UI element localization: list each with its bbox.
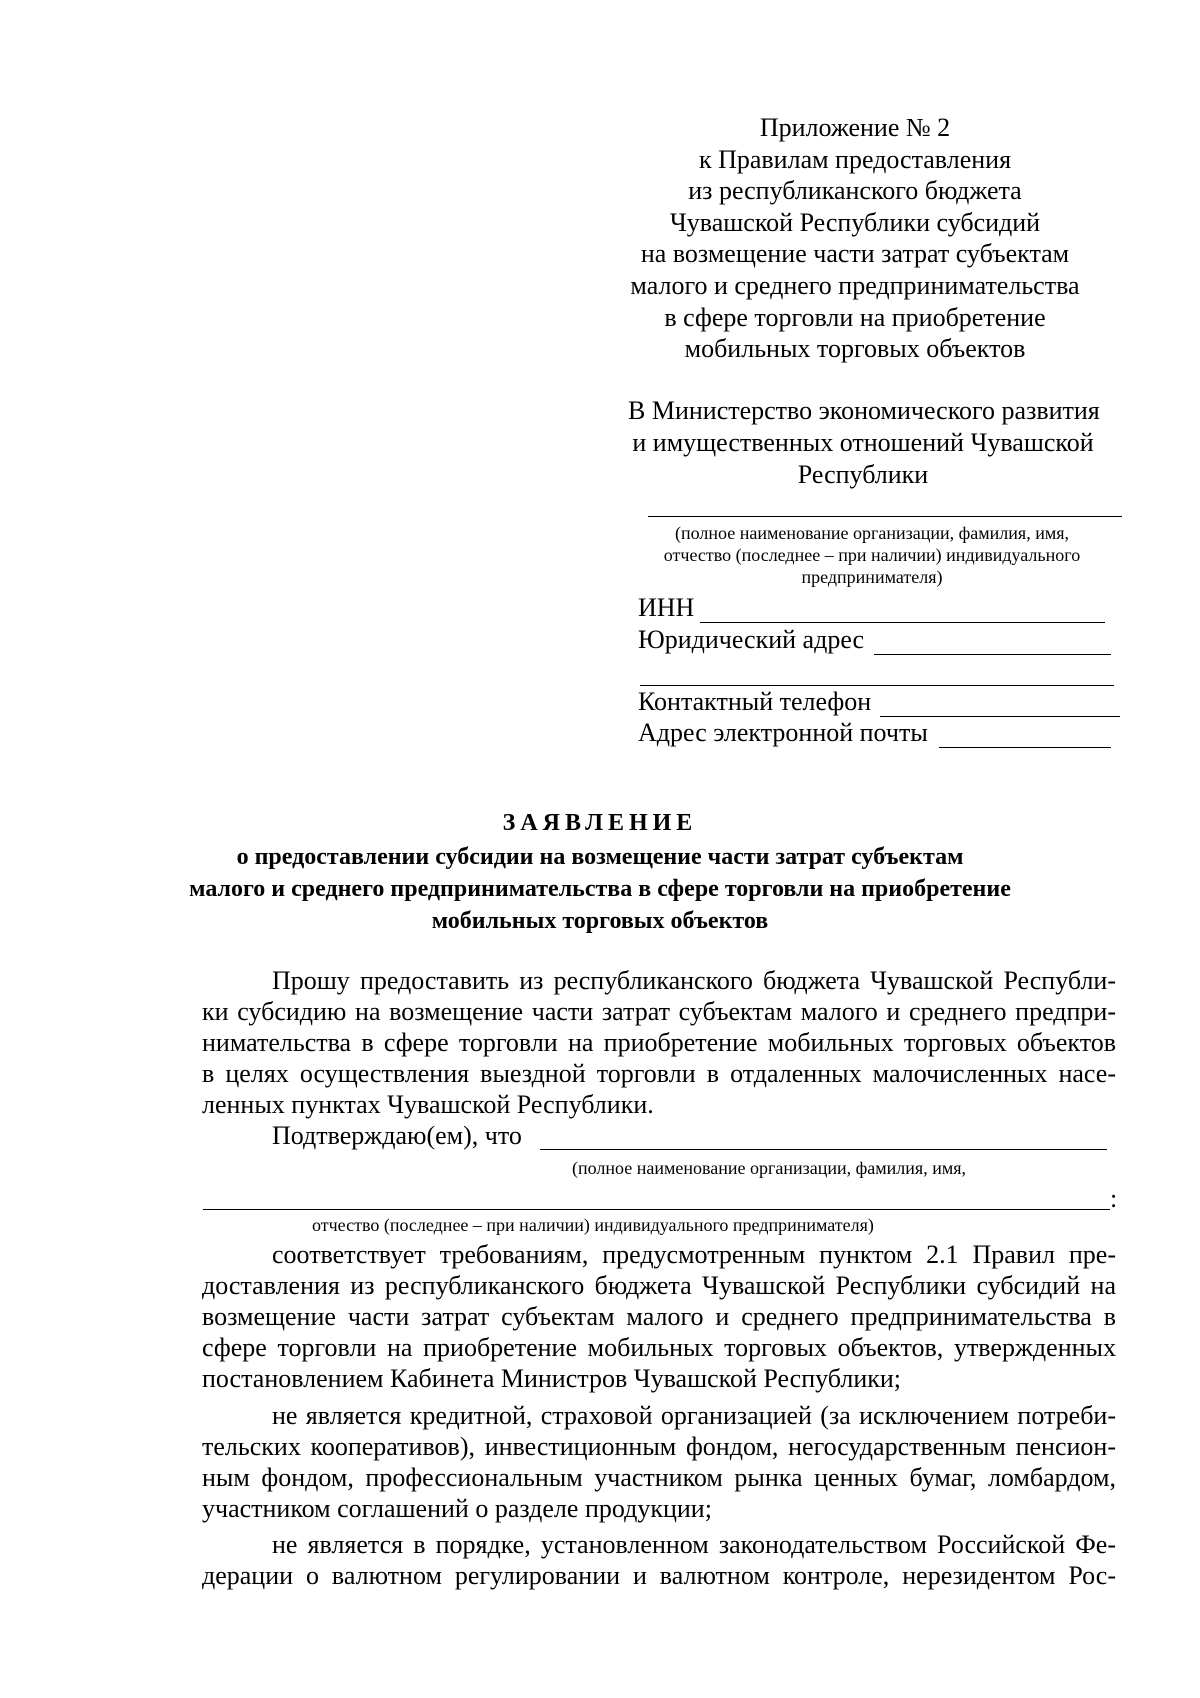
not-credit-paragraph-line: ным фондом, профессиональным участником рынка ценных бумаг, ломбардом,	[202, 1463, 1116, 1492]
addressee-line: Республики	[797, 460, 929, 489]
caption-line: (полное наименование организации, фамилия, имя,	[675, 523, 1069, 543]
request-paragraph-line: Прошу предоставить из республиканского бюджета Чувашской Республи-	[272, 966, 1116, 995]
requirements-paragraph-line: возмещение части затрат субъектам малого и среднего предпринимательства в	[202, 1302, 1116, 1331]
request-paragraph-line: нимательства в сфере торговли на приобретение мобильных торговых объектов	[202, 1028, 1116, 1057]
not-credit-paragraph-line: не является кредитной, страховой организацией (за исключением потреби-	[272, 1401, 1116, 1430]
appendix-line: на возмещение части затрат субъектам	[640, 239, 1070, 269]
appendix-line: в сфере торговли на приобретение	[664, 302, 1046, 332]
addressee-line: и имущественных отношений Чувашской	[632, 428, 1094, 457]
requirements-paragraph-line: соответствует требованиям, предусмотренным пунктом 2.1 Правил пре-	[272, 1240, 1116, 1269]
requirements-paragraph-line: сфере торговли на приобретение мобильных торговых объектов, утвержденных	[202, 1333, 1116, 1362]
inn-label: ИНН	[638, 593, 695, 622]
inn-fill-line[interactable]	[700, 622, 1105, 623]
subtitle-line: о предоставлении субсидии на возмещение части затрат субъектам	[236, 844, 964, 870]
document-title: ЗАЯВЛЕНИЕ	[502, 810, 698, 836]
confirm-caption-1: (полное наименование организации, фамилия, имя,	[572, 1158, 966, 1178]
not-resident-paragraph-line: дерации о валютном регулировании и валютном контроле, нерезидентом Рос-	[202, 1561, 1116, 1590]
applicant-name-caption	[632, 522, 1112, 588]
subtitle-line: малого и среднего предпринимательства в сфере торговли на приобретение	[189, 876, 1011, 902]
caption-line: предпринимателя)	[801, 567, 943, 587]
subtitle-line: мобильных торговых объектов	[431, 908, 769, 934]
not-credit-paragraph-line: тельских кооперативов), инвестиционным фондом, негосударственным пенсион-	[202, 1432, 1116, 1461]
request-paragraph-line: ленных пунктах Чувашской Республики.	[202, 1090, 654, 1119]
document-subtitle	[0, 841, 1200, 937]
confirm-name-fill-line-2[interactable]	[203, 1209, 1110, 1210]
appendix-line: к Правилам предоставления	[698, 144, 1012, 174]
caption-line: отчество (последнее – при наличии) индивидуального	[663, 545, 1081, 565]
appendix-line: из республиканского бюджета	[688, 176, 1022, 206]
not-resident-paragraph-line: не является в порядке, установленном законодательством Российской Фе-	[272, 1530, 1116, 1559]
phone-fill-line[interactable]	[880, 716, 1120, 717]
email-fill-line[interactable]	[939, 747, 1111, 748]
request-paragraph-line: ки субсидию на возмещение части затрат субъектам малого и среднего предпри-	[202, 997, 1116, 1026]
not-credit-paragraph-line: участником соглашений о разделе продукции;	[202, 1494, 712, 1523]
legal-address-label: Юридический адрес	[638, 625, 865, 654]
appendix-line: мобильных торговых объектов	[684, 334, 1026, 364]
confirm-prefix: Подтверждаю(ем), что	[272, 1121, 522, 1150]
requirements-paragraph-line: доставления из республиканского бюджета Чувашской Республики субсидий на	[202, 1271, 1116, 1300]
confirm-caption-2: отчество (последнее – при наличии) индивидуального предпринимателя)	[312, 1215, 874, 1235]
legal-address-fill-line-2[interactable]	[640, 685, 1114, 686]
appendix-line: Чувашской Республики субсидий	[669, 207, 1041, 237]
legal-address-fill-line[interactable]	[874, 654, 1111, 655]
appendix-header	[620, 112, 1090, 365]
addressee-line: В Министерство экономического развития	[628, 396, 1100, 425]
email-label: Адрес электронной почты	[638, 718, 928, 747]
appendix-line: Приложение № 2	[759, 113, 951, 142]
requirements-paragraph-line: постановлением Кабинета Министров Чувашской Республики;	[202, 1364, 902, 1393]
request-paragraph-line: в целях осуществления выездной торговли в отдаленных малочисленных насе-	[202, 1059, 1116, 1088]
appendix-line: малого и среднего предпринимательства	[630, 270, 1080, 300]
addressee-block	[628, 395, 1098, 491]
applicant-name-fill-line[interactable]	[648, 516, 1122, 517]
phone-label: Контактный телефон	[638, 687, 872, 716]
confirm-colon: :	[1110, 1184, 1118, 1213]
confirm-name-fill-line[interactable]	[540, 1149, 1107, 1150]
